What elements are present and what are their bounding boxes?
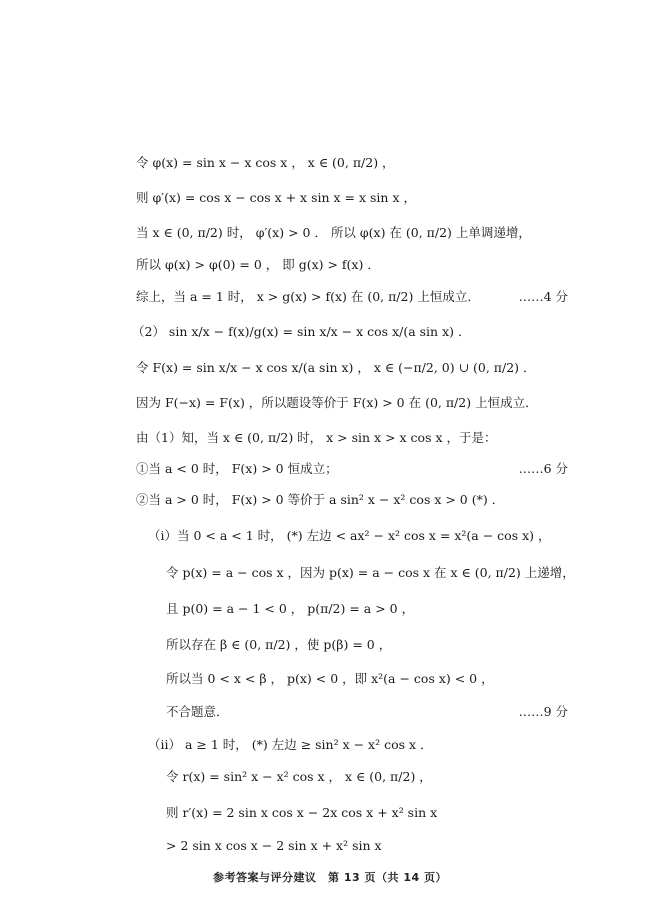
solution-text: 由（1）知，当 x ∈ (0, π/2) 时， x > sin x > x cos x ，于是： [136,430,497,445]
solution-text: 所以当 0 < x < β ， p(x) < 0 ，即 x²(a − cos x) < 0 ， [166,671,494,686]
page-footer: 参考答案与评分建议 第 13 页（共 14 页） [213,871,447,884]
solution-line-20 [0,798,660,828]
solution-text: 且 p(0) = a − 1 < 0 ， p(π/2) = a > 0 ， [166,601,415,616]
solution-line-6 [0,317,660,347]
solution-text: 则 φ′(x) = cos x − cos x + x sin x = x sin x ， [136,190,416,205]
solution-line-16 [0,664,660,694]
solution-text: 令 p(x) = a − cos x ，因为 p(x) = a − cos x 在 x ∈ (0, π/2) 上递增， [166,565,575,580]
solution-line-14 [0,594,660,624]
score-marker: ……4 分 [518,289,568,304]
solution-line-15 [0,630,660,660]
solution-text: （i）当 0 < a < 1 时， (*) 左边 < ax² − x² cos x = x²(a − cos x) ， [148,528,551,543]
solution-line-5 [0,282,660,312]
score-marker: ……6 分 [518,461,568,476]
solution-line-8 [0,388,660,418]
solution-text: 所以存在 β ∈ (0, π/2) ，使 p(β) = 0 ， [166,637,392,652]
solution-text: 因为 F(−x) = F(x) ，所以题设等价于 F(x) > 0 在 (0, π/2) 上恒成立． [136,395,538,410]
solution-text: ②当 a > 0 时， F(x) > 0 等价于 a sin² x − x² cos x > 0 (*) ． [136,492,505,507]
solution-line-10 [0,454,660,484]
solution-line-3 [0,218,660,248]
solution-line-21 [0,831,660,861]
solution-line-7 [0,353,660,383]
solution-text: 不合题意． [166,704,229,719]
solution-line-13 [0,558,660,588]
solution-line-1 [0,148,660,178]
solution-text: 则 r′(x) = 2 sin x cos x − 2x cos x + x² sin x [166,805,438,820]
solution-line-17 [0,697,660,727]
solution-text: 令 r(x) = sin² x − x² cos x ， x ∈ (0, π/2) ， [166,769,432,784]
solution-line-12 [0,521,660,551]
solution-text: 令 φ(x) = sin x − x cos x ， x ∈ (0, π/2) ， [136,155,395,170]
solution-text: > 2 sin x cos x − 2 sin x + x² sin x [166,838,382,853]
solution-line-18 [0,730,660,760]
solution-line-9 [0,423,660,453]
solution-line-2 [0,183,660,213]
solution-text: （2） sin x/x − f(x)/g(x) = sin x/x − x cos x/(a sin x) ． [132,324,471,339]
solution-text: （ii） a ≥ 1 时， (*) 左边 ≥ sin² x − x² cos x ． [148,737,433,752]
solution-line-19 [0,762,660,792]
solution-line-4 [0,250,660,280]
score-marker: ……9 分 [518,704,568,719]
solution-text: 令 F(x) = sin x/x − x cos x/(a sin x) ， x ∈ (−π/2, 0) ∪ (0, π/2) ． [136,360,536,375]
solution-line-11 [0,485,660,515]
solution-text: 当 x ∈ (0, π/2) 时， φ′(x) > 0 ． 所以 φ(x) 在 (0, π/2) 上单调递增， [136,225,531,240]
solution-text: 综上，当 a = 1 时， x > g(x) > f(x) 在 (0, π/2) 上恒成立． [136,289,480,304]
solution-text: 所以 φ(x) > φ(0) = 0 ， 即 g(x) > f(x) ． [136,257,380,272]
solution-text: ①当 a < 0 时， F(x) > 0 恒成立； [136,461,338,476]
